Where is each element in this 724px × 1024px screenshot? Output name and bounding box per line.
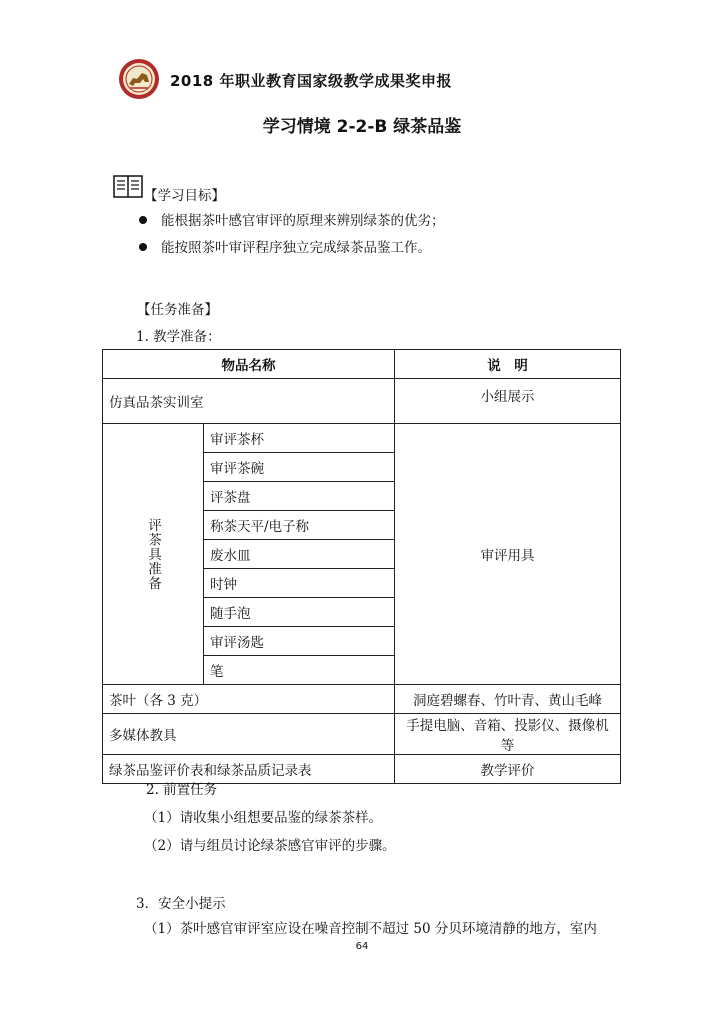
bullet-dot-icon bbox=[139, 243, 147, 251]
header-title: 2018 年职业教育国家级教学成果奖申报 bbox=[170, 72, 452, 90]
cell-name: 绿茶品鉴评价表和绿茶品质记录表 bbox=[103, 755, 395, 784]
cell-name: 茶叶（各 3 克） bbox=[103, 685, 395, 714]
table-header-row bbox=[103, 350, 621, 379]
cell-desc: 洞庭碧螺春、竹叶青、黄山毛峰 bbox=[394, 685, 620, 714]
cell-name: 多媒体教具 bbox=[103, 714, 395, 755]
pre-task-title: 2. 前置任务 bbox=[146, 782, 218, 798]
group-label: 评茶具准备 bbox=[103, 424, 204, 685]
cell-name: 随手泡 bbox=[204, 598, 395, 627]
cell-name: 审评茶杯 bbox=[204, 424, 395, 453]
cell-name: 废水皿 bbox=[204, 540, 395, 569]
goal-item: 能根据茶叶感官审评的原理来辨别绿茶的优劣； bbox=[139, 209, 445, 229]
header-item-name: 物品名称 bbox=[103, 350, 395, 379]
safety-title: 3．安全小提示 bbox=[136, 896, 226, 912]
cell-name: 审评茶碗 bbox=[204, 453, 395, 482]
cell-desc: 手提电脑、音箱、投影仪、摄像机等 bbox=[394, 714, 620, 755]
pre-task-item: （1）请收集小组想要品鉴的绿茶茶样。 bbox=[144, 810, 383, 826]
pre-task-item: （2）请与组员讨论绿茶感官审评的步骤。 bbox=[144, 838, 396, 854]
page-number: 64 bbox=[355, 941, 369, 952]
cell-name: 时钟 bbox=[204, 569, 395, 598]
bullet-dot-icon bbox=[139, 216, 147, 224]
award-logo-icon bbox=[118, 58, 160, 100]
goal-item: 能按照茶叶审评程序独立完成绿茶品鉴工作。 bbox=[139, 236, 431, 256]
cell-desc: 教学评价 bbox=[394, 755, 620, 784]
cell-name: 称茶天平/电子称 bbox=[204, 511, 395, 540]
cell-name: 审评汤匙 bbox=[204, 627, 395, 656]
safety-item: （1）茶叶感官审评室应设在噪音控制不超过 50 分贝环境清静的地方，室内 bbox=[144, 921, 597, 937]
cell-desc: 小组展示 bbox=[394, 379, 620, 424]
cell-name: 笔 bbox=[204, 656, 395, 685]
table-row bbox=[103, 379, 621, 424]
table-row bbox=[103, 714, 621, 755]
cell-name: 评茶盘 bbox=[204, 482, 395, 511]
materials-table bbox=[102, 349, 621, 784]
group-desc: 审评用具 bbox=[394, 424, 620, 685]
page-title: 学习情境 2-2-B 绿茶品鉴 bbox=[262, 117, 462, 137]
teaching-prep-subtitle: 1. 教学准备： bbox=[136, 329, 221, 345]
page-header bbox=[118, 58, 618, 102]
task-prep-label: 【任务准备】 bbox=[137, 302, 218, 318]
table-row bbox=[103, 685, 621, 714]
learning-goals-label: 【学习目标】 bbox=[144, 188, 225, 204]
cell-name: 仿真品茶实训室 bbox=[103, 379, 395, 424]
book-icon bbox=[113, 175, 143, 199]
table-row bbox=[103, 424, 621, 453]
header-description: 说 明 bbox=[394, 350, 620, 379]
